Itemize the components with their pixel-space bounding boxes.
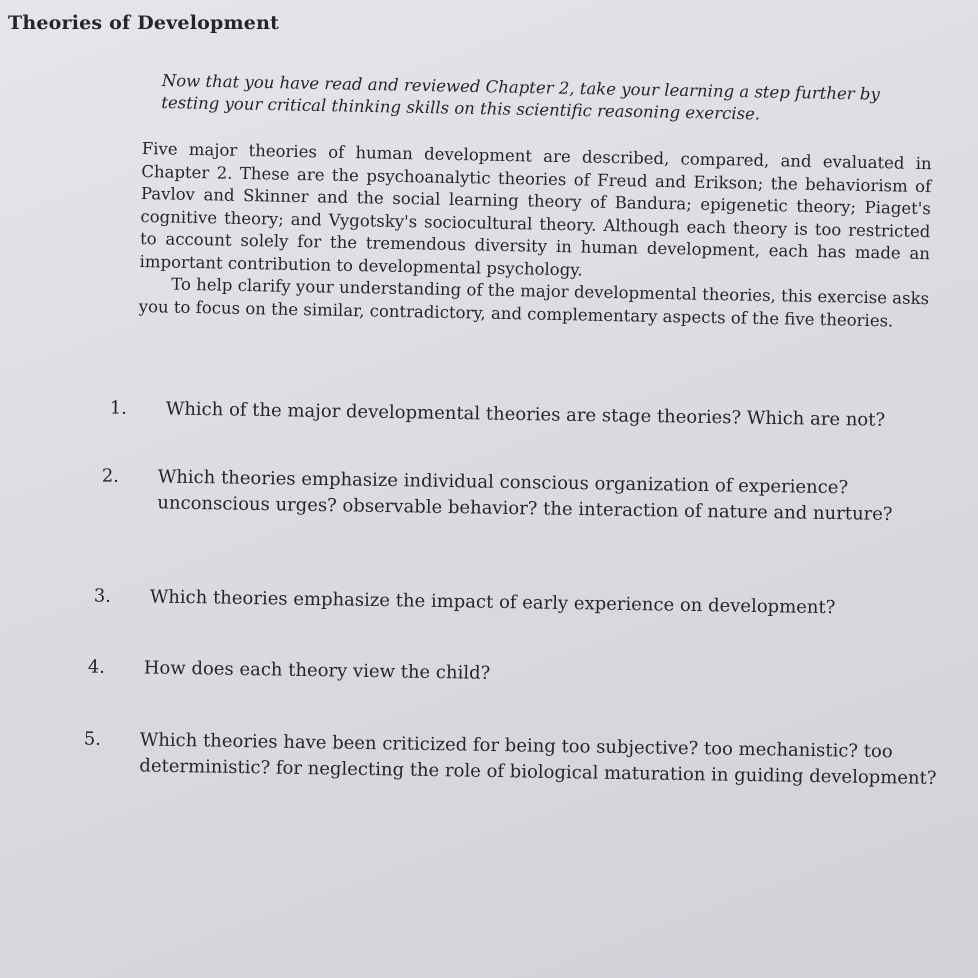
- intro-text: Now that you have read and reviewed Chapter 2, take your learning a step further by testing your critical thinking skills on this scientific reasoning exercise.: [161, 70, 880, 124]
- question-5: [83, 727, 978, 793]
- question-number: 1.: [109, 397, 128, 419]
- question-3: [93, 584, 970, 623]
- question-text: Which theories have been criticized for being too subjective? too mechanistic? too deterministic? for neglecting the role of biological maturation in guiding development?: [139, 729, 937, 789]
- paragraph-theories-overview: Five major theories of human development are described, compared, and evaluated in Chapter 2. These are the psychoanalytic theories of Freud and Erikson; the behaviorism of Pavlov and Skinner and the social learning theory of Bandura; epigenetic theory; Piaget's cognitive theory; and Vygotsky's sociocultural theory. Although each theory is too restricted to account solely for the tremendous diversity in human development, each has made an important contribution to developmental psychology.: [139, 138, 932, 279]
- question-number: 4.: [87, 656, 106, 678]
- paragraph-exercise-purpose: To help clarify your understanding of the major developmental theories, this exercise asks you to focus on the similar, contradictory, and complementary aspects of the five theories.: [138, 274, 930, 330]
- question-number: 3.: [93, 585, 112, 607]
- question-number: 5.: [83, 728, 102, 750]
- question-number: 2.: [101, 465, 120, 487]
- question-4: [87, 655, 964, 694]
- question-text: How does each theory view the child?: [143, 657, 491, 684]
- question-1: [109, 396, 978, 435]
- question-text: Which of the major developmental theories are stage theories? Which are not?: [165, 398, 886, 431]
- page-heading: Theories of Development: [8, 12, 280, 34]
- question-text: Which theories emphasize the impact of early experience on development?: [149, 586, 836, 619]
- question-text: Which theories emphasize individual conscious organization of experience? unconscious urges? observable behavior? the interaction of nature and nurture?: [157, 466, 893, 525]
- body-text: [139, 138, 932, 333]
- question-2: [101, 464, 958, 529]
